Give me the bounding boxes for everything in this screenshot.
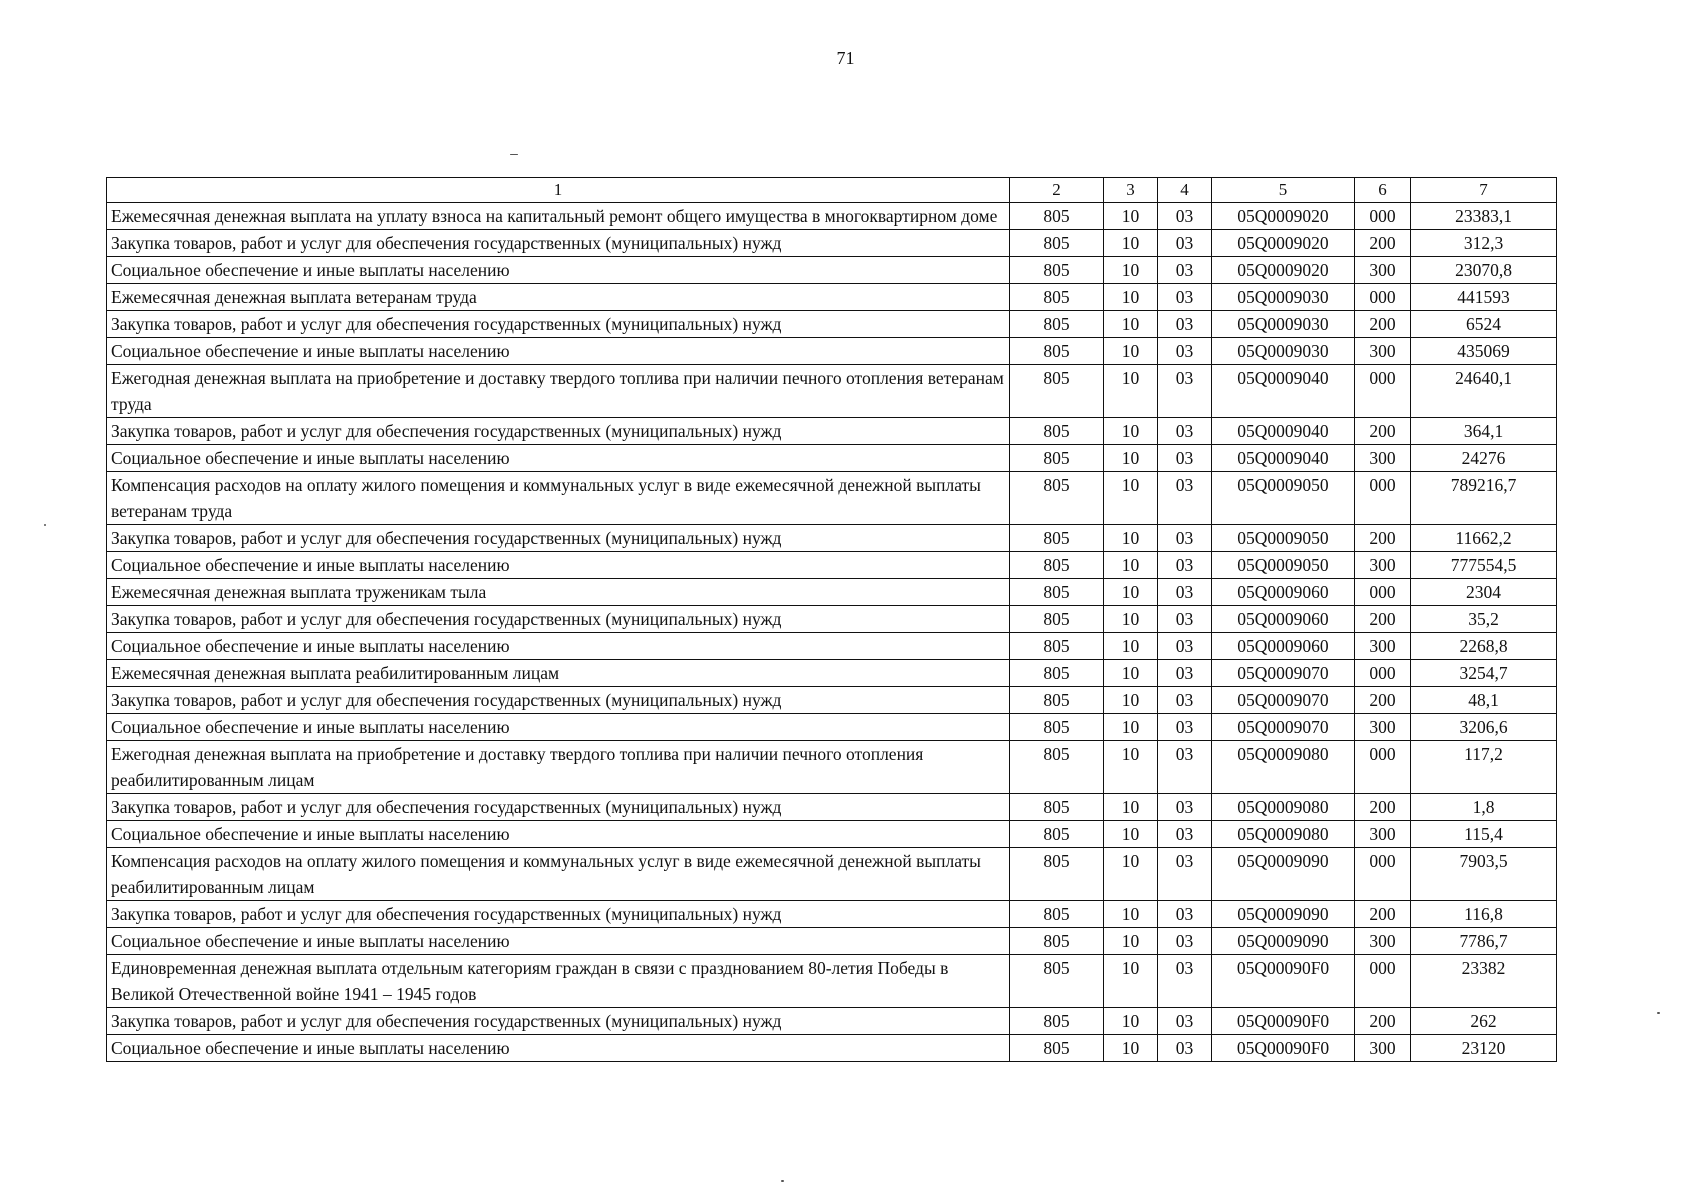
table-row (107, 365, 1557, 418)
row-section-code: 10 (1104, 338, 1158, 365)
row-subsection-code: 03 (1158, 472, 1212, 525)
column-header-3: 3 (1104, 178, 1158, 203)
row-description: Закупка товаров, работ и услуг для обеспечения государственных (муниципальных) нужд (107, 901, 1010, 928)
row-department-code: 805 (1010, 606, 1104, 633)
row-expense-type-code: 000 (1355, 365, 1411, 418)
row-section-code: 10 (1104, 418, 1158, 445)
row-department-code: 805 (1010, 821, 1104, 848)
row-department-code: 805 (1010, 472, 1104, 525)
row-expense-type-code: 000 (1355, 660, 1411, 687)
row-amount: 777554,5 (1411, 552, 1557, 579)
table-row (107, 418, 1557, 445)
row-target-article-code: 05Q00090F0 (1212, 1008, 1355, 1035)
row-expense-type-code: 000 (1355, 848, 1411, 901)
row-department-code: 805 (1010, 338, 1104, 365)
column-header-7: 7 (1411, 178, 1557, 203)
row-subsection-code: 03 (1158, 714, 1212, 741)
row-description: Ежегодная денежная выплата на приобретение и доставку твердого топлива при наличии печного отопления реабилитированным лицам (107, 741, 1010, 794)
row-department-code: 805 (1010, 579, 1104, 606)
row-subsection-code: 03 (1158, 741, 1212, 794)
table-row (107, 1008, 1557, 1035)
row-target-article-code: 05Q0009030 (1212, 311, 1355, 338)
row-amount: 11662,2 (1411, 525, 1557, 552)
table-row (107, 472, 1557, 525)
row-section-code: 10 (1104, 1008, 1158, 1035)
row-amount: 23070,8 (1411, 257, 1557, 284)
scan-speck (510, 154, 518, 155)
row-expense-type-code: 300 (1355, 445, 1411, 472)
row-amount: 48,1 (1411, 687, 1557, 714)
row-amount: 115,4 (1411, 821, 1557, 848)
row-target-article-code: 05Q0009030 (1212, 338, 1355, 365)
row-section-code: 10 (1104, 579, 1158, 606)
table-row (107, 230, 1557, 257)
row-subsection-code: 03 (1158, 955, 1212, 1008)
row-section-code: 10 (1104, 311, 1158, 338)
row-subsection-code: 03 (1158, 848, 1212, 901)
row-amount: 3206,6 (1411, 714, 1557, 741)
row-amount: 262 (1411, 1008, 1557, 1035)
row-target-article-code: 05Q0009080 (1212, 741, 1355, 794)
row-description: Социальное обеспечение и иные выплаты населению (107, 821, 1010, 848)
row-description: Закупка товаров, работ и услуг для обеспечения государственных (муниципальных) нужд (107, 311, 1010, 338)
row-amount: 2304 (1411, 579, 1557, 606)
row-expense-type-code: 300 (1355, 1035, 1411, 1062)
row-section-code: 10 (1104, 687, 1158, 714)
row-amount: 117,2 (1411, 741, 1557, 794)
row-expense-type-code: 300 (1355, 714, 1411, 741)
row-target-article-code: 05Q0009070 (1212, 714, 1355, 741)
row-amount: 441593 (1411, 284, 1557, 311)
column-header-6: 6 (1355, 178, 1411, 203)
row-department-code: 805 (1010, 714, 1104, 741)
row-subsection-code: 03 (1158, 794, 1212, 821)
row-expense-type-code: 200 (1355, 311, 1411, 338)
table-row (107, 794, 1557, 821)
row-subsection-code: 03 (1158, 901, 1212, 928)
row-department-code: 805 (1010, 230, 1104, 257)
table-row (107, 741, 1557, 794)
row-target-article-code: 05Q00090F0 (1212, 955, 1355, 1008)
row-section-code: 10 (1104, 606, 1158, 633)
row-target-article-code: 05Q0009090 (1212, 928, 1355, 955)
row-amount: 1,8 (1411, 794, 1557, 821)
row-section-code: 10 (1104, 203, 1158, 230)
row-expense-type-code: 000 (1355, 472, 1411, 525)
row-expense-type-code: 000 (1355, 741, 1411, 794)
header-row (107, 178, 1557, 203)
row-description: Социальное обеспечение и иные выплаты населению (107, 714, 1010, 741)
row-section-code: 10 (1104, 284, 1158, 311)
table-row (107, 1035, 1557, 1062)
row-description: Закупка товаров, работ и услуг для обеспечения государственных (муниципальных) нужд (107, 230, 1010, 257)
row-expense-type-code: 300 (1355, 928, 1411, 955)
row-description: Социальное обеспечение и иные выплаты населению (107, 338, 1010, 365)
row-department-code: 805 (1010, 552, 1104, 579)
row-expense-type-code: 200 (1355, 418, 1411, 445)
row-expense-type-code: 300 (1355, 257, 1411, 284)
row-expense-type-code: 200 (1355, 1008, 1411, 1035)
row-subsection-code: 03 (1158, 525, 1212, 552)
row-subsection-code: 03 (1158, 687, 1212, 714)
row-description: Ежемесячная денежная выплата труженикам тыла (107, 579, 1010, 606)
row-amount: 7903,5 (1411, 848, 1557, 901)
row-description: Компенсация расходов на оплату жилого помещения и коммунальных услуг в виде ежемесячной денежной выплаты реабилитированным лицам (107, 848, 1010, 901)
row-department-code: 805 (1010, 203, 1104, 230)
table-row (107, 633, 1557, 660)
table-row (107, 687, 1557, 714)
row-department-code: 805 (1010, 418, 1104, 445)
row-amount: 24276 (1411, 445, 1557, 472)
row-subsection-code: 03 (1158, 606, 1212, 633)
row-target-article-code: 05Q0009060 (1212, 606, 1355, 633)
row-description: Социальное обеспечение и иные выплаты населению (107, 552, 1010, 579)
row-section-code: 10 (1104, 552, 1158, 579)
row-target-article-code: 05Q0009080 (1212, 821, 1355, 848)
row-target-article-code: 05Q0009040 (1212, 418, 1355, 445)
row-expense-type-code: 200 (1355, 901, 1411, 928)
row-amount: 24640,1 (1411, 365, 1557, 418)
table-row (107, 821, 1557, 848)
row-expense-type-code: 000 (1355, 284, 1411, 311)
row-section-code: 10 (1104, 257, 1158, 284)
row-expense-type-code: 300 (1355, 821, 1411, 848)
table-row (107, 955, 1557, 1008)
page-number: 71 (836, 48, 855, 68)
row-expense-type-code: 200 (1355, 525, 1411, 552)
row-target-article-code: 05Q0009060 (1212, 579, 1355, 606)
row-section-code: 10 (1104, 1035, 1158, 1062)
row-section-code: 10 (1104, 365, 1158, 418)
row-amount: 2268,8 (1411, 633, 1557, 660)
row-amount: 6524 (1411, 311, 1557, 338)
scan-speck (1657, 1012, 1660, 1014)
row-subsection-code: 03 (1158, 338, 1212, 365)
row-target-article-code: 05Q0009050 (1212, 525, 1355, 552)
table-body (107, 203, 1557, 1062)
row-description: Закупка товаров, работ и услуг для обеспечения государственных (муниципальных) нужд (107, 794, 1010, 821)
table-row (107, 714, 1557, 741)
row-target-article-code: 05Q0009020 (1212, 257, 1355, 284)
table-row (107, 311, 1557, 338)
row-department-code: 805 (1010, 445, 1104, 472)
row-target-article-code: 05Q0009090 (1212, 901, 1355, 928)
row-target-article-code: 05Q0009020 (1212, 203, 1355, 230)
row-target-article-code: 05Q0009070 (1212, 660, 1355, 687)
table-row (107, 203, 1557, 230)
table-row (107, 445, 1557, 472)
row-section-code: 10 (1104, 230, 1158, 257)
row-amount: 364,1 (1411, 418, 1557, 445)
table-row (107, 579, 1557, 606)
row-section-code: 10 (1104, 472, 1158, 525)
row-amount: 23120 (1411, 1035, 1557, 1062)
row-subsection-code: 03 (1158, 418, 1212, 445)
row-subsection-code: 03 (1158, 203, 1212, 230)
table-row (107, 901, 1557, 928)
table-row (107, 284, 1557, 311)
row-description: Социальное обеспечение и иные выплаты населению (107, 928, 1010, 955)
row-department-code: 805 (1010, 928, 1104, 955)
table-row (107, 606, 1557, 633)
row-department-code: 805 (1010, 848, 1104, 901)
row-expense-type-code: 200 (1355, 230, 1411, 257)
row-department-code: 805 (1010, 525, 1104, 552)
row-description: Закупка товаров, работ и услуг для обеспечения государственных (муниципальных) нужд (107, 1008, 1010, 1035)
row-target-article-code: 05Q0009070 (1212, 687, 1355, 714)
row-target-article-code: 05Q0009050 (1212, 552, 1355, 579)
row-target-article-code: 05Q0009090 (1212, 848, 1355, 901)
row-department-code: 805 (1010, 311, 1104, 338)
row-description: Ежемесячная денежная выплата реабилитированным лицам (107, 660, 1010, 687)
row-department-code: 805 (1010, 794, 1104, 821)
row-amount: 35,2 (1411, 606, 1557, 633)
row-subsection-code: 03 (1158, 365, 1212, 418)
row-section-code: 10 (1104, 794, 1158, 821)
row-description: Ежемесячная денежная выплата на уплату взноса на капитальный ремонт общего имущества в многоквартирном доме (107, 203, 1010, 230)
row-department-code: 805 (1010, 257, 1104, 284)
row-description: Социальное обеспечение и иные выплаты населению (107, 633, 1010, 660)
row-description: Социальное обеспечение и иные выплаты населению (107, 445, 1010, 472)
column-header-2: 2 (1010, 178, 1104, 203)
row-description: Ежемесячная денежная выплата ветеранам труда (107, 284, 1010, 311)
row-section-code: 10 (1104, 848, 1158, 901)
row-subsection-code: 03 (1158, 284, 1212, 311)
row-description: Закупка товаров, работ и услуг для обеспечения государственных (муниципальных) нужд (107, 606, 1010, 633)
table-row (107, 338, 1557, 365)
row-department-code: 805 (1010, 1035, 1104, 1062)
row-section-code: 10 (1104, 928, 1158, 955)
row-target-article-code: 05Q0009040 (1212, 365, 1355, 418)
row-description: Закупка товаров, работ и услуг для обеспечения государственных (муниципальных) нужд (107, 687, 1010, 714)
row-amount: 116,8 (1411, 901, 1557, 928)
column-header-4: 4 (1158, 178, 1212, 203)
row-subsection-code: 03 (1158, 445, 1212, 472)
row-subsection-code: 03 (1158, 660, 1212, 687)
row-target-article-code: 05Q00090F0 (1212, 1035, 1355, 1062)
row-description: Социальное обеспечение и иные выплаты населению (107, 257, 1010, 284)
row-target-article-code: 05Q0009030 (1212, 284, 1355, 311)
row-expense-type-code: 000 (1355, 955, 1411, 1008)
row-amount: 23382 (1411, 955, 1557, 1008)
row-section-code: 10 (1104, 445, 1158, 472)
row-target-article-code: 05Q0009080 (1212, 794, 1355, 821)
row-expense-type-code: 300 (1355, 338, 1411, 365)
row-expense-type-code: 000 (1355, 579, 1411, 606)
row-amount: 789216,7 (1411, 472, 1557, 525)
row-subsection-code: 03 (1158, 257, 1212, 284)
row-department-code: 805 (1010, 660, 1104, 687)
row-target-article-code: 05Q0009050 (1212, 472, 1355, 525)
row-section-code: 10 (1104, 955, 1158, 1008)
row-expense-type-code: 300 (1355, 552, 1411, 579)
row-description: Закупка товаров, работ и услуг для обеспечения государственных (муниципальных) нужд (107, 418, 1010, 445)
row-amount: 435069 (1411, 338, 1557, 365)
row-subsection-code: 03 (1158, 1035, 1212, 1062)
row-department-code: 805 (1010, 284, 1104, 311)
row-target-article-code: 05Q0009040 (1212, 445, 1355, 472)
row-subsection-code: 03 (1158, 552, 1212, 579)
budget-table (106, 177, 1557, 1062)
row-section-code: 10 (1104, 525, 1158, 552)
row-amount: 312,3 (1411, 230, 1557, 257)
row-subsection-code: 03 (1158, 928, 1212, 955)
row-expense-type-code: 000 (1355, 203, 1411, 230)
row-expense-type-code: 200 (1355, 606, 1411, 633)
row-amount: 3254,7 (1411, 660, 1557, 687)
row-target-article-code: 05Q0009020 (1212, 230, 1355, 257)
table-row (107, 257, 1557, 284)
row-section-code: 10 (1104, 633, 1158, 660)
table-row (107, 848, 1557, 901)
row-target-article-code: 05Q0009060 (1212, 633, 1355, 660)
scan-speck (44, 524, 46, 526)
column-header-5: 5 (1212, 178, 1355, 203)
row-expense-type-code: 200 (1355, 794, 1411, 821)
column-header-1: 1 (107, 178, 1010, 203)
table-row (107, 928, 1557, 955)
row-department-code: 805 (1010, 687, 1104, 714)
row-department-code: 805 (1010, 901, 1104, 928)
row-section-code: 10 (1104, 660, 1158, 687)
row-section-code: 10 (1104, 821, 1158, 848)
table-row (107, 525, 1557, 552)
row-section-code: 10 (1104, 901, 1158, 928)
row-department-code: 805 (1010, 955, 1104, 1008)
row-department-code: 805 (1010, 633, 1104, 660)
row-subsection-code: 03 (1158, 633, 1212, 660)
row-expense-type-code: 300 (1355, 633, 1411, 660)
row-subsection-code: 03 (1158, 579, 1212, 606)
row-department-code: 805 (1010, 741, 1104, 794)
row-description: Социальное обеспечение и иные выплаты населению (107, 1035, 1010, 1062)
row-amount: 23383,1 (1411, 203, 1557, 230)
row-amount: 7786,7 (1411, 928, 1557, 955)
row-description: Ежегодная денежная выплата на приобретение и доставку твердого топлива при наличии печного отопления ветеранам труда (107, 365, 1010, 418)
table-row (107, 552, 1557, 579)
row-subsection-code: 03 (1158, 230, 1212, 257)
row-expense-type-code: 200 (1355, 687, 1411, 714)
row-subsection-code: 03 (1158, 311, 1212, 338)
scan-speck (781, 1180, 784, 1182)
row-description: Компенсация расходов на оплату жилого помещения и коммунальных услуг в виде ежемесячной денежной выплаты ветеранам труда (107, 472, 1010, 525)
row-description: Единовременная денежная выплата отдельным категориям граждан в связи с празднованием 80-летия Победы в Великой Отечественной войне 1941 – 1945 годов (107, 955, 1010, 1008)
row-subsection-code: 03 (1158, 1008, 1212, 1035)
table-row (107, 660, 1557, 687)
row-subsection-code: 03 (1158, 821, 1212, 848)
row-department-code: 805 (1010, 1008, 1104, 1035)
row-department-code: 805 (1010, 365, 1104, 418)
row-section-code: 10 (1104, 741, 1158, 794)
row-description: Закупка товаров, работ и услуг для обеспечения государственных (муниципальных) нужд (107, 525, 1010, 552)
row-section-code: 10 (1104, 714, 1158, 741)
